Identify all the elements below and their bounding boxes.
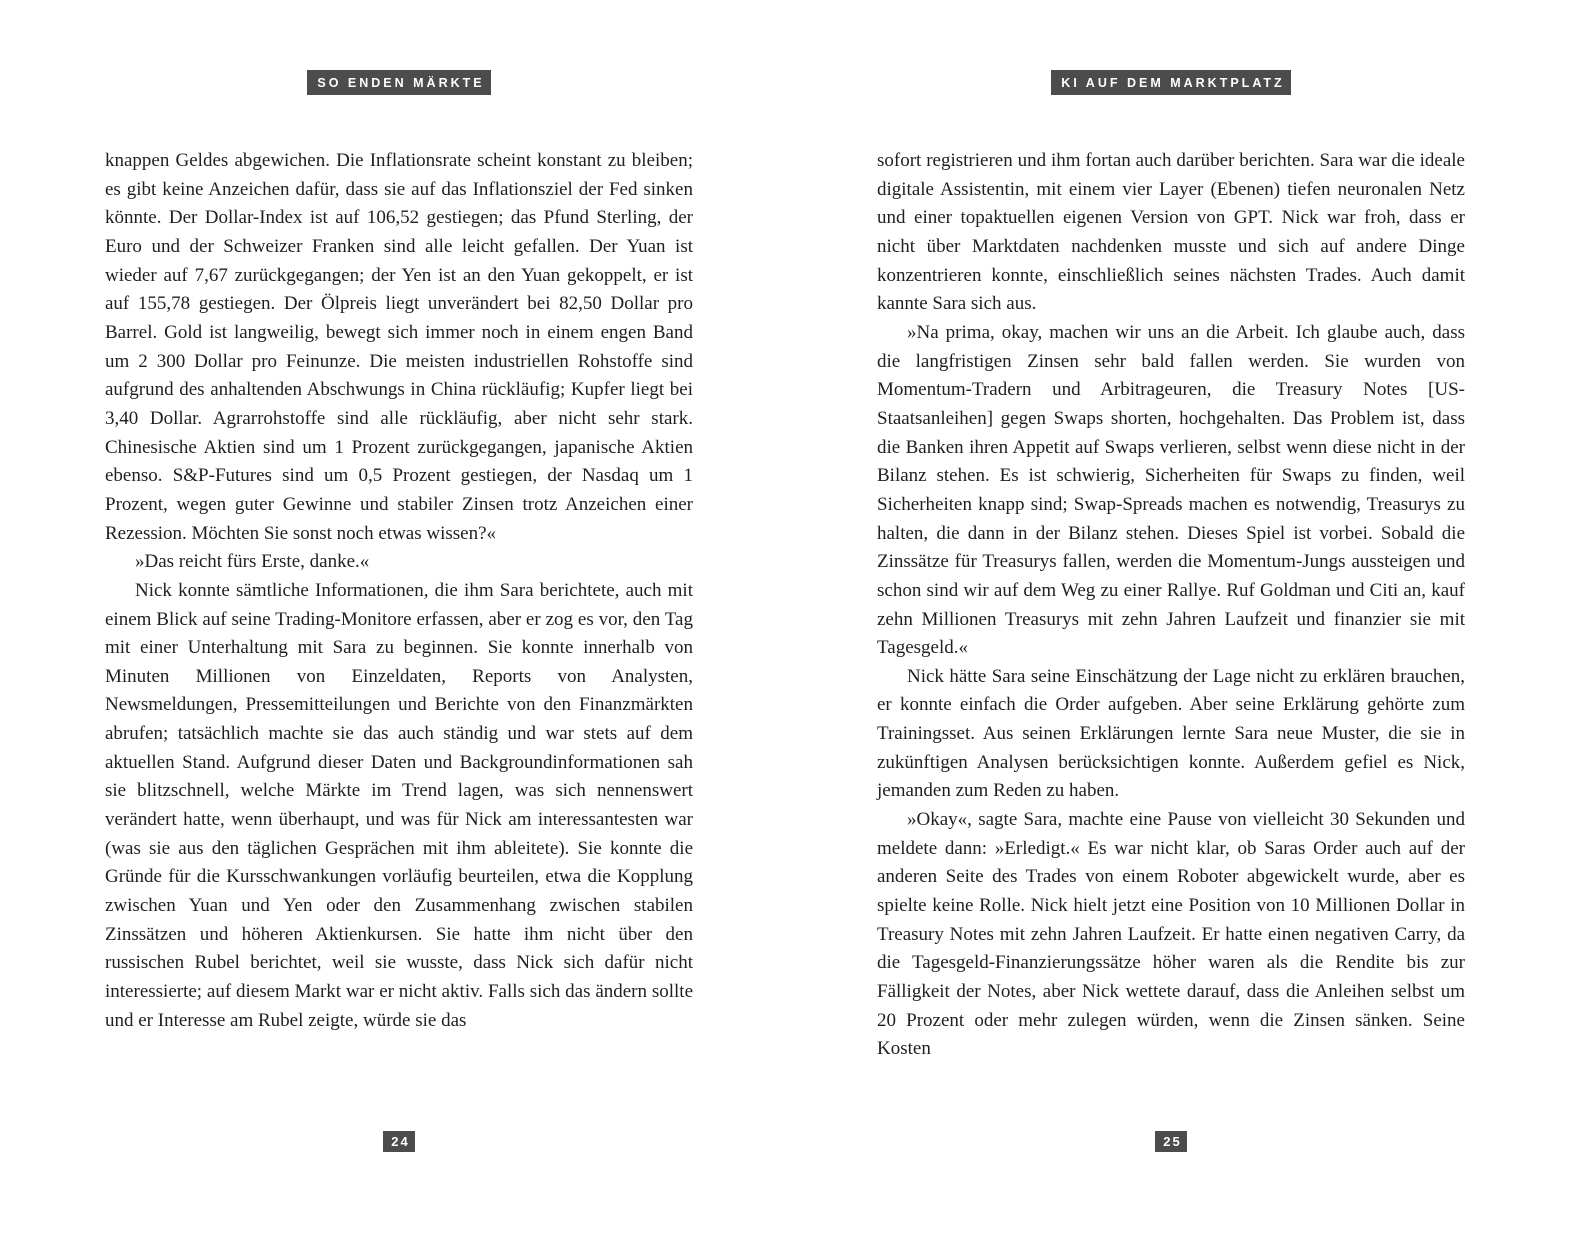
right-page-number-badge: 25 — [1155, 1131, 1186, 1152]
left-page-number-badge: 24 — [383, 1131, 414, 1152]
paragraph: Nick hätte Sara seine Einschätzung der Lage nicht zu erklären brauchen, er konnte einfach die Order aufgeben. Aber seine Erklärung gehörte zum Trainingsset. Aus seinen Erklärungen lernte Sara neue Muster, die sie in zukünftigen Analysen berücksichtigen konnte. Außerdem gefiel es Nick, jemanden zum Reden zu haben. — [877, 665, 1465, 802]
left-chapter-title-badge: SO ENDEN MÄRKTE — [307, 70, 490, 95]
right-page — [797, 0, 1594, 1240]
left-running-head — [105, 70, 693, 95]
paragraph: »Okay«, sagte Sara, machte eine Pause von vielleicht 30 Sekunden und meldete dann: »Erledigt.« Es war nicht klar, ob Saras Order auch auf der anderen Seite des Trades von einem Roboter abgewickelt wurde, aber es spielte keine Rolle. Nick hielt jetzt eine Position von 10 Millionen Dollar in Treasury Notes mit zehn Jahren Laufzeit. Er hatte einen negativen Carry, da die Tagesgeld-Finanzierungssätze höher waren als die Rendite bis zur Fälligkeit der Notes, aber Nick wettete darauf, dass die Anleihen selbst um 20 Prozent oder mehr zulegen würden, wenn die Zinsen sänken. Seine Kosten — [877, 809, 1465, 1060]
paragraph: »Na prima, okay, machen wir uns an die Arbeit. Ich glaube auch, dass die langfristigen Zinsen sehr bald fallen werden. Sie wurden von Momentum-Tradern und Arbitrageuren, die Treasury Notes [US-Staatsanleihen] gegen Swaps shorten, hochgehalten. Das Problem ist, dass die Banken ihren Appetit auf Swaps verlieren, selbst wenn diese nicht in der Bilanz stehen. Es ist schwierig, Sicherheiten für Swaps zu finden, weil Sicherheiten knapp sind; Swap-Spreads machen es notwendig, Treasurys zu halten, die dann in der Bilanz stehen. Dieses Spiel ist vorbei. Sobald die Zinssätze für Treasurys fallen, werden die Momentum-Jungs aussteigen und schon sind wir auf dem Weg zu einer Rallye. Ruf Goldman und Citi an, kauf zehn Millionen Treasurys mit zehn Jahren Laufzeit und finanzier sie mit Tagesgeld.« — [877, 321, 1465, 659]
left-text-column — [105, 147, 693, 1035]
paragraph: »Das reicht fürs Erste, danke.« — [135, 551, 370, 573]
right-text-column — [877, 147, 1465, 1064]
paragraph: Nick konnte sämtliche Informationen, die ihm Sara berichtete, auch mit einem Blick auf seine Trading-Monitore erfassen, aber er zog es vor, den Tag mit einer Unterhaltung mit Sara zu beginnen. Sie konnte innerhalb von Minuten Millionen von Einzeldaten, Reports von Analysten, Newsmeldungen, Pressemitteilungen und Berichte von den Finanzmärkten abrufen; tatsächlich machte sie das auch ständig und war stets auf dem aktuellen Stand. Aufgrund dieser Daten und Backgroundinformationen sah sie blitzschnell, welche Märkte im Trend lagen, was sich nennenswert verändert hatte, wenn überhaupt, und was für Nick am interessantesten war (was sie aus den täglichen Gesprächen mit ihm ableitete). Sie konnte die Gründe für die Kursschwankungen vorläufig beurteilen, etwa die Kopplung zwischen Yuan und Yen oder den Zusammenhang zwischen stabilen Zinssätzen und höheren Aktienkursen. Sie hatte ihm nicht über den russischen Rubel berichtet, weil sie wusste, dass Nick sich dafür nicht interessierte; auf diesem Markt war er nicht aktiv. Falls sich das ändern sollte und er Interesse am Rubel zeigte, würde sie das — [105, 579, 693, 1031]
right-page-footer — [877, 1131, 1465, 1152]
right-chapter-title-badge: KI AUF DEM MARKTPLATZ — [1051, 70, 1290, 95]
right-running-head — [877, 70, 1465, 95]
paragraph: sofort registrieren und ihm fortan auch darüber berichten. Sara war die ideale digitale Assistentin, mit einem vier Layer (Ebenen) tiefen neuronalen Netz und einer topaktuellen eigenen Version von GPT. Nick war froh, dass er nicht über Marktdaten nachdenken musste und sich auf andere Dinge konzentrieren konnte, einschließlich seines nächsten Trades. Auch damit kannte Sara sich aus. — [877, 150, 1465, 315]
paragraph: knappen Geldes abgewichen. Die Inflationsrate scheint konstant zu bleiben; es gibt keine Anzeichen dafür, dass sie auf das Inflationsziel der Fed sinken könnte. Der Dollar-Index ist auf 106,52 gestiegen; das Pfund Sterling, der Euro und der Schweizer Franken sind alle leicht gefallen. Der Yuan ist wieder auf 7,67 zurückgegangen; der Yen ist an den Yuan gekoppelt, er ist auf 155,78 gestiegen. Der Ölpreis liegt unverändert bei 82,50 Dollar pro Barrel. Gold ist langweilig, bewegt sich immer noch in einem engen Band um 2 300 Dollar pro Feinunze. Die meisten industriellen Rohstoffe sind aufgrund des anhaltenden Abschwungs in China rückläufig; Kupfer liegt bei 3,40 Dollar. Agrarrohstoffe sind alle rückläufig, aber nicht sehr stark. Chinesische Aktien sind um 1 Prozent zurückgegangen, japanische Aktien ebenso. S&P-Futures sind um 0,5 Prozent gestiegen, der Nasdaq um 1 Prozent, wegen guter Gewinne und stabiler Zinsen trotz Anzeichen einer Rezession. Möchten Sie sonst noch etwas wissen?« — [105, 150, 693, 544]
left-page-footer — [105, 1131, 693, 1152]
